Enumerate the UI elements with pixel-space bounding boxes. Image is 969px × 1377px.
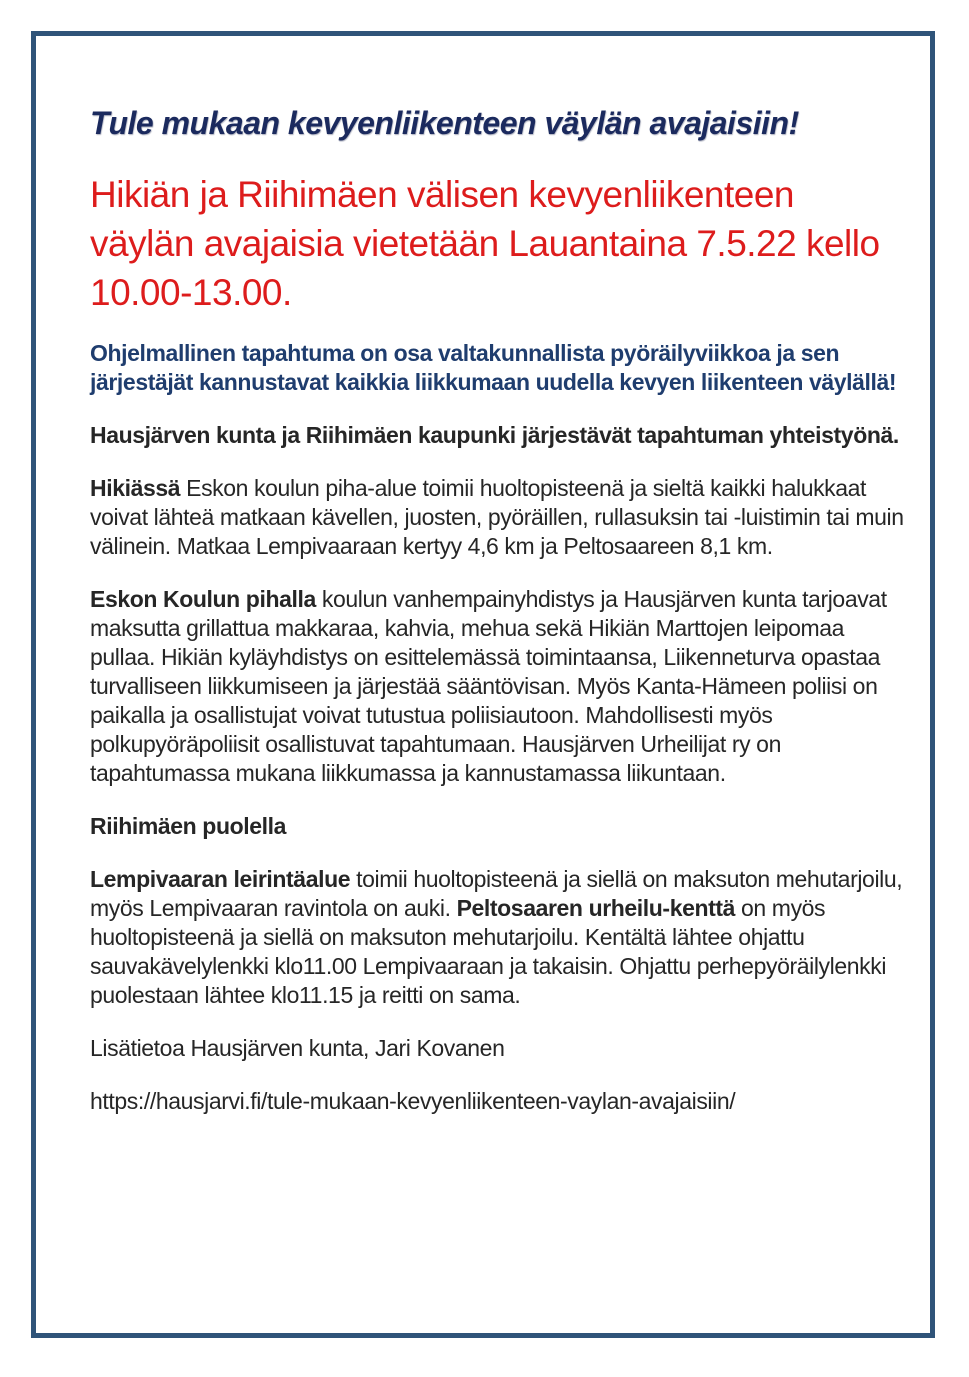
lempivaara-lead: Lempivaaran leirintäalue xyxy=(90,866,351,892)
organizers-paragraph: Hausjärven kunta ja Riihimäen kaupunki järjestävät tapahtuman yhteistyönä. xyxy=(90,422,899,448)
hikia-lead: Hikiässä xyxy=(90,475,181,501)
riihimaki-paragraph xyxy=(90,865,906,1010)
contact-line: Lisätietoa Hausjärven kunta, Jari Kovanen xyxy=(90,1035,505,1061)
hikia-paragraph xyxy=(90,474,906,561)
intro-title: Tule mukaan kevyenliikenteen väylän avajaisiin! xyxy=(90,105,799,141)
eskon-koulu-lead: Eskon Koulun pihalla xyxy=(90,586,316,612)
eskon-koulu-text: koulun vanhempainyhdistys ja Hausjärven kunta tarjoavat maksutta grillattua makkaraa, kahvia, mehua sekä Hikiän Marttojen leipomaa pullaa. Hikiän kyläyhdistys on esittelemässä toimintaansa, Liikenneturva opastaa turvalliseen liikkumiseen ja järjestää sääntövisan. Myös Kanta-Hämeen poliisi on paikalla ja osallistujat voivat tutustua poliisiautoon. Mahdollisesti myös polkupyöräpoliisit osallistuvat tapahtumaan. Hausjärven Urheilijat ry on tapahtumassa mukana liikkumassa ja kannustamassa liikuntaan. xyxy=(90,586,887,786)
highlight-paragraph: Ohjelmallinen tapahtuma on osa valtakunnallista pyöräilyviikkoa ja sen järjestäjät kannustavat kaikkia liikkumaan uudella kevyen liikenteen väylällä! xyxy=(90,340,897,395)
eskon-koulu-paragraph xyxy=(90,585,906,788)
event-url[interactable]: https://hausjarvi.fi/tule-mukaan-kevyenliikenteen-vaylan-avajaisiin/ xyxy=(90,1088,736,1114)
riihimaki-section-heading: Riihimäen puolella xyxy=(90,813,287,839)
event-heading: Hikiän ja Riihimäen välisen kevyenliikenteen väylän avajaisia vietetään Lauantaina 7.5.22 kello 10.00-13.00. xyxy=(90,174,880,313)
peltosaari-lead: Peltosaaren urheilu-kenttä xyxy=(456,895,736,921)
hikia-text: Eskon koulun piha-alue toimii huoltopisteenä ja sieltä kaikki halukkaat voivat lähteä matkaan kävellen, juosten, pyöräillen, rullasuksin tai -luistimin tai muin välinein. Matkaa Lempivaaraan kertyy 4,6 km ja Peltosaareen 8,1 km. xyxy=(90,475,904,559)
lempivaara-text-b: on myös huoltopisteenä ja siellä on maksuton mehutarjoilu. Kentältä lähtee ohjattu sauvakävelylenkki klo11.00 Lempivaaraan ja takaisin. Ohjattu perhepyöräilylenkki puolestaan lähtee klo11.15 ja reitti on sama. xyxy=(90,895,887,1008)
page-border xyxy=(31,31,935,1338)
lempivaara-text-a: toimii huoltopisteenä ja siellä on maksuton mehutarjoilu, myös Lempivaaran ravintola on auki. xyxy=(90,866,903,921)
